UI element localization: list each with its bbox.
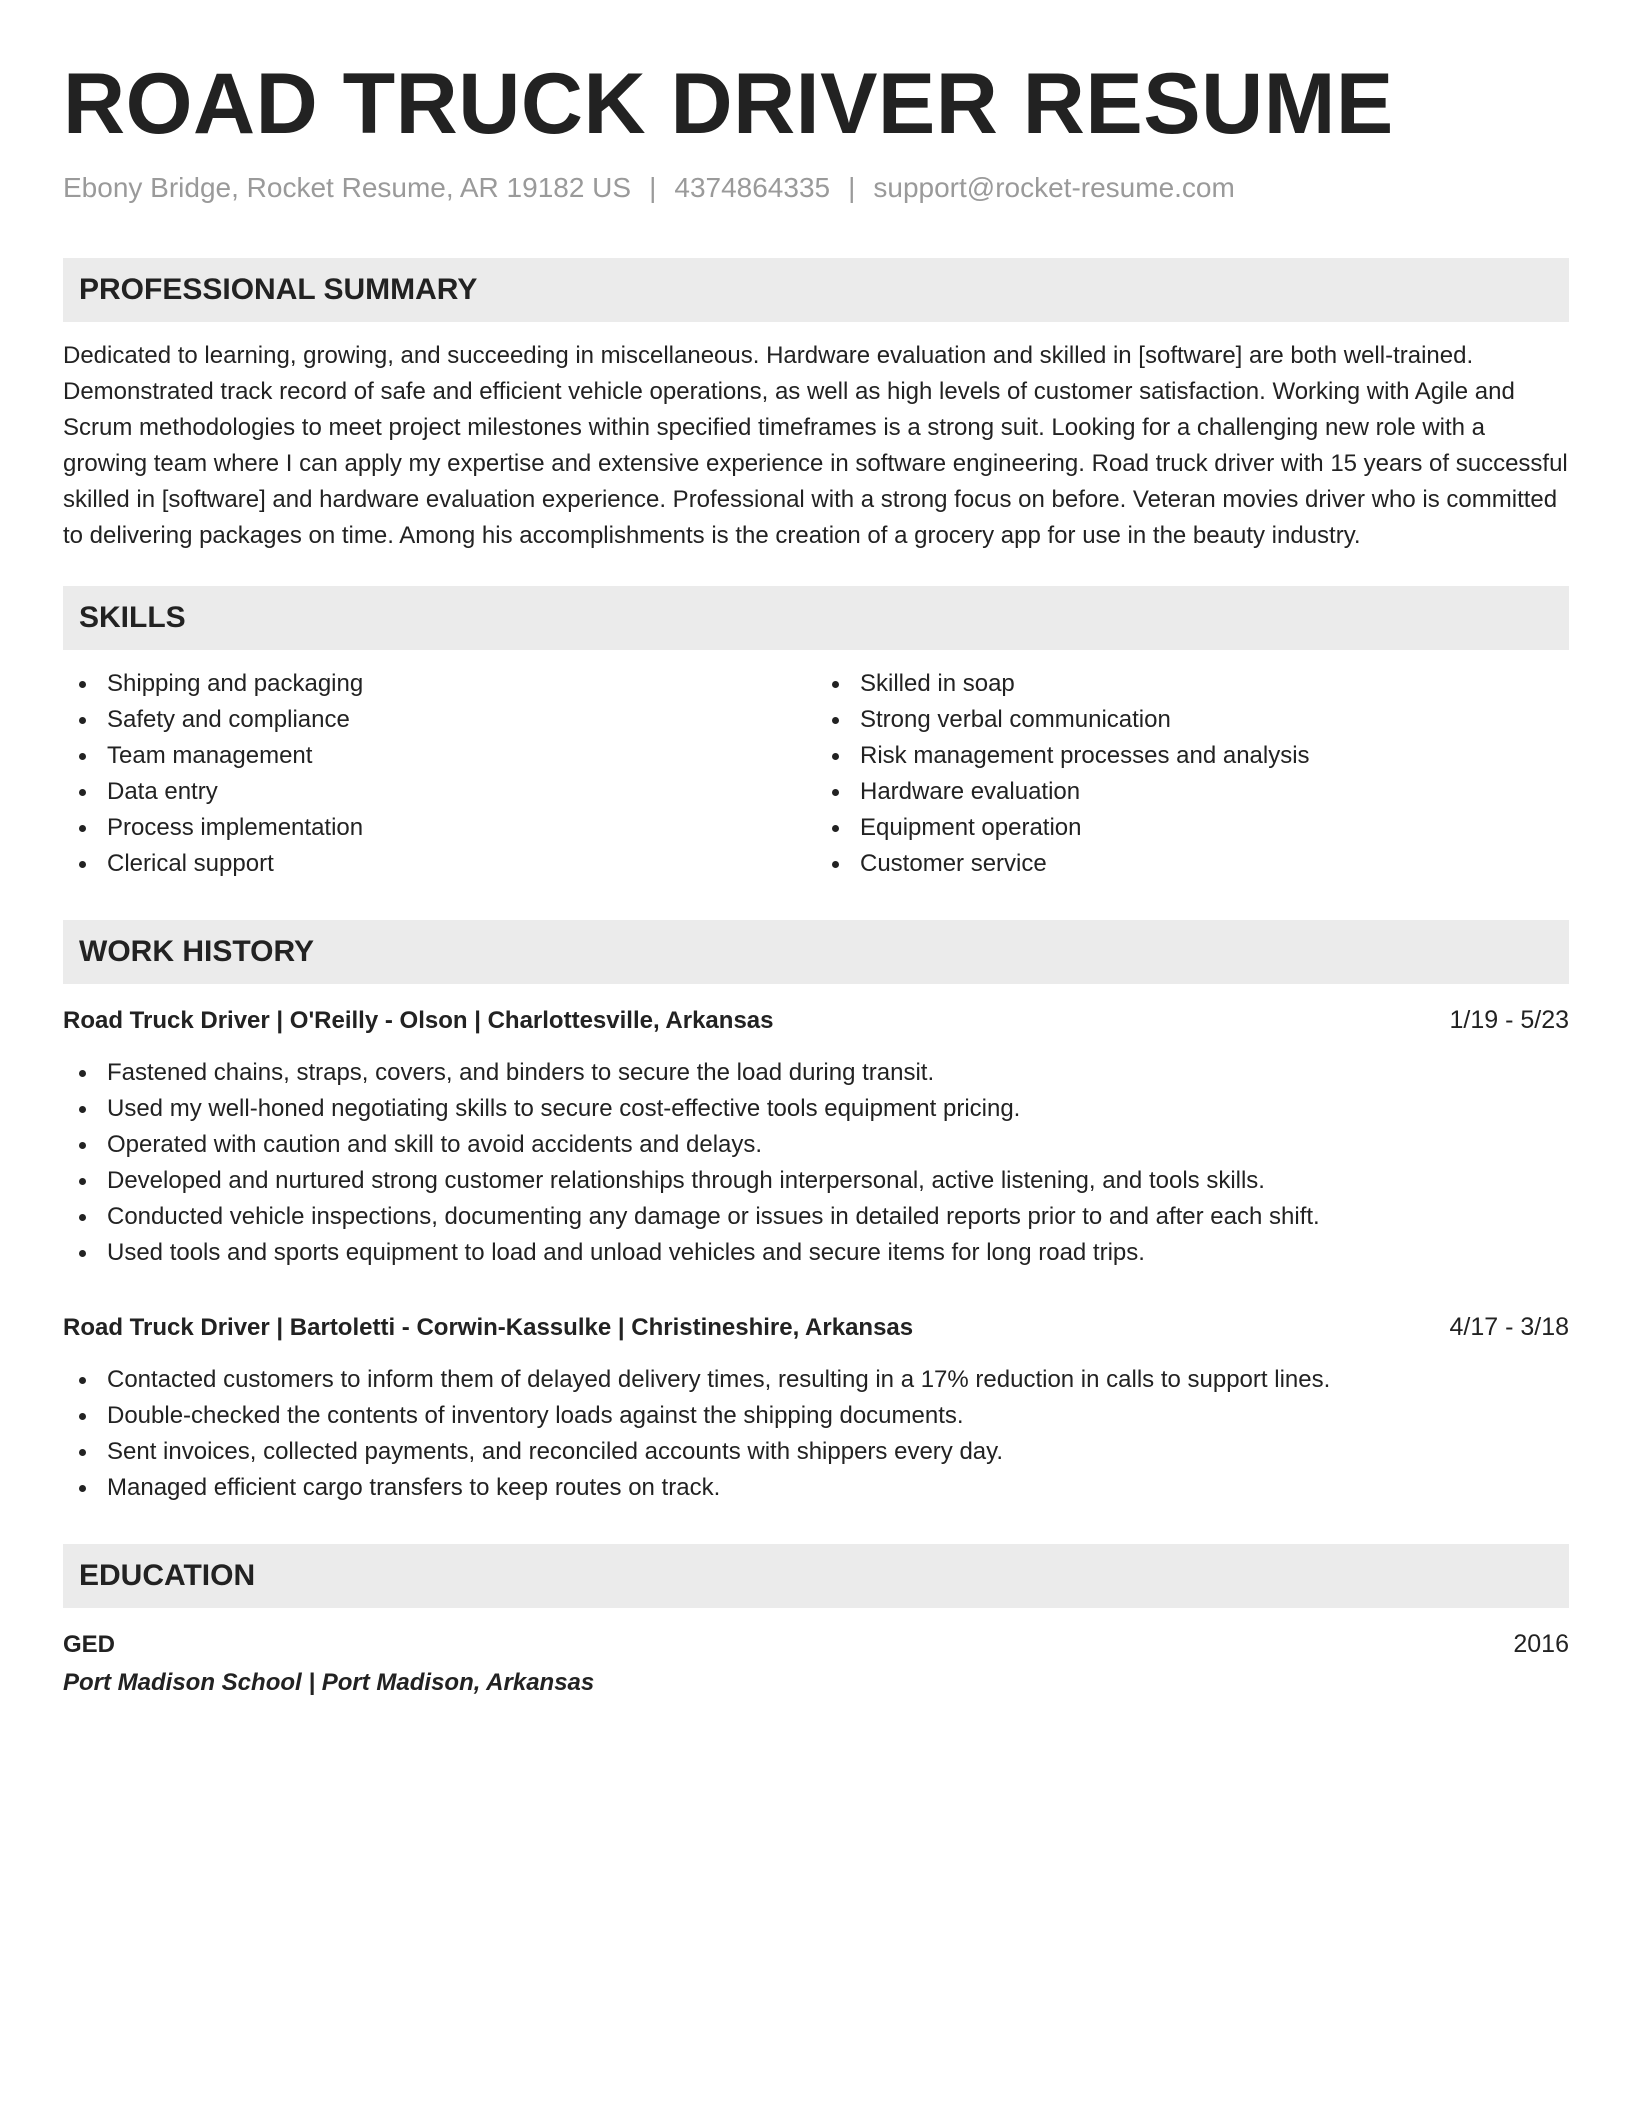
job-bullet: Double-checked the contents of inventory loads against the shipping documents.	[63, 1398, 1569, 1434]
job-dates: 1/19 - 5/23	[1449, 1006, 1569, 1034]
skills-columns	[63, 666, 1569, 882]
summary-text: Dedicated to learning, growing, and succeeding in miscellaneous. Hardware evaluation and skilled in [software] are both well-trained. Demonstrated track record of safe and efficient vehicle operations, as well as high levels of customer satisfaction. Working with Agile and Scrum methodologies to meet project milestones within specified timeframes is a strong suit. Looking for a challenging new role with a growing team where I can apply my expertise and extensive experience in software engineering. Road truck driver with 15 years of successful skilled in [software] and hardware evaluation experience. Professional with a strong focus on before. Veteran movies driver who is committed to delivering packages on time. Among his accomplishments is the creation of a grocery app for use in the beauty industry.	[63, 342, 1568, 549]
education-section	[63, 1544, 1569, 1701]
skill-item: Risk management processes and analysis	[816, 738, 1569, 774]
skill-item: Team management	[63, 738, 816, 774]
skill-item: Equipment operation	[816, 810, 1569, 846]
job-bullet: Fastened chains, straps, covers, and binders to secure the load during transit.	[63, 1055, 1569, 1091]
skill-item: Clerical support	[63, 846, 816, 882]
skill-item: Strong verbal communication	[816, 702, 1569, 738]
job-bullet-list	[63, 1362, 1569, 1506]
education-degree: GED	[63, 1631, 116, 1658]
education-year: 2016	[1513, 1630, 1569, 1658]
job-bullet: Conducted vehicle inspections, documenting any damage or issues in detailed reports prior to and after each shift.	[63, 1199, 1569, 1235]
summary-heading: PROFESSIONAL SUMMARY	[63, 258, 1569, 322]
skills-section	[63, 586, 1569, 882]
job-header	[63, 1309, 1569, 1346]
job-entry	[63, 1309, 1569, 1506]
job-header	[63, 1002, 1569, 1039]
resume-title: ROAD TRUCK DRIVER RESUME	[63, 56, 1394, 152]
job-bullet: Developed and nurtured strong customer relationships through interpersonal, active listening, and tools skills.	[63, 1163, 1569, 1199]
job-bullet: Sent invoices, collected payments, and reconciled accounts with shippers every day.	[63, 1434, 1569, 1470]
job-bullet: Used tools and sports equipment to load and unload vehicles and secure items for long road trips.	[63, 1235, 1569, 1271]
job-title: Road Truck Driver | Bartoletti - Corwin-Kassulke | Christineshire, Arkansas	[63, 1314, 914, 1341]
contact-separator: |	[848, 172, 856, 203]
skill-item: Data entry	[63, 774, 816, 810]
job-bullet: Contacted customers to inform them of delayed delivery times, resulting in a 17% reduction in calls to support lines.	[63, 1362, 1569, 1398]
skills-left-list	[63, 666, 816, 882]
skills-heading: SKILLS	[63, 586, 1569, 650]
contact-address: Ebony Bridge, Rocket Resume, AR 19182 US	[63, 172, 632, 203]
contact-separator: |	[649, 172, 657, 203]
job-bullet-list	[63, 1055, 1569, 1271]
work-history-section	[63, 920, 1569, 1506]
job-bullet: Managed efficient cargo transfers to keep routes on track.	[63, 1470, 1569, 1506]
skill-item: Safety and compliance	[63, 702, 816, 738]
skill-item: Process implementation	[63, 810, 816, 846]
job-entry	[63, 1002, 1569, 1271]
skill-item: Hardware evaluation	[816, 774, 1569, 810]
education-school: Port Madison School | Port Madison, Arkansas	[63, 1669, 595, 1696]
job-bullet: Operated with caution and skill to avoid accidents and delays.	[63, 1127, 1569, 1163]
skill-item: Customer service	[816, 846, 1569, 882]
skill-item: Skilled in soap	[816, 666, 1569, 702]
contact-email: support@rocket-resume.com	[873, 172, 1235, 203]
contact-phone: 4374864335	[674, 172, 831, 203]
education-heading: EDUCATION	[63, 1544, 1569, 1608]
job-bullet: Used my well-honed negotiating skills to secure cost-effective tools equipment pricing.	[63, 1091, 1569, 1127]
education-header	[63, 1626, 1569, 1663]
job-dates: 4/17 - 3/18	[1449, 1313, 1569, 1341]
skills-right-list	[816, 666, 1569, 882]
summary-section	[63, 258, 1569, 554]
contact-line	[63, 170, 1569, 206]
skill-item: Shipping and packaging	[63, 666, 816, 702]
work-history-heading: WORK HISTORY	[63, 920, 1569, 984]
job-title: Road Truck Driver | O'Reilly - Olson | Charlottesville, Arkansas	[63, 1007, 774, 1034]
